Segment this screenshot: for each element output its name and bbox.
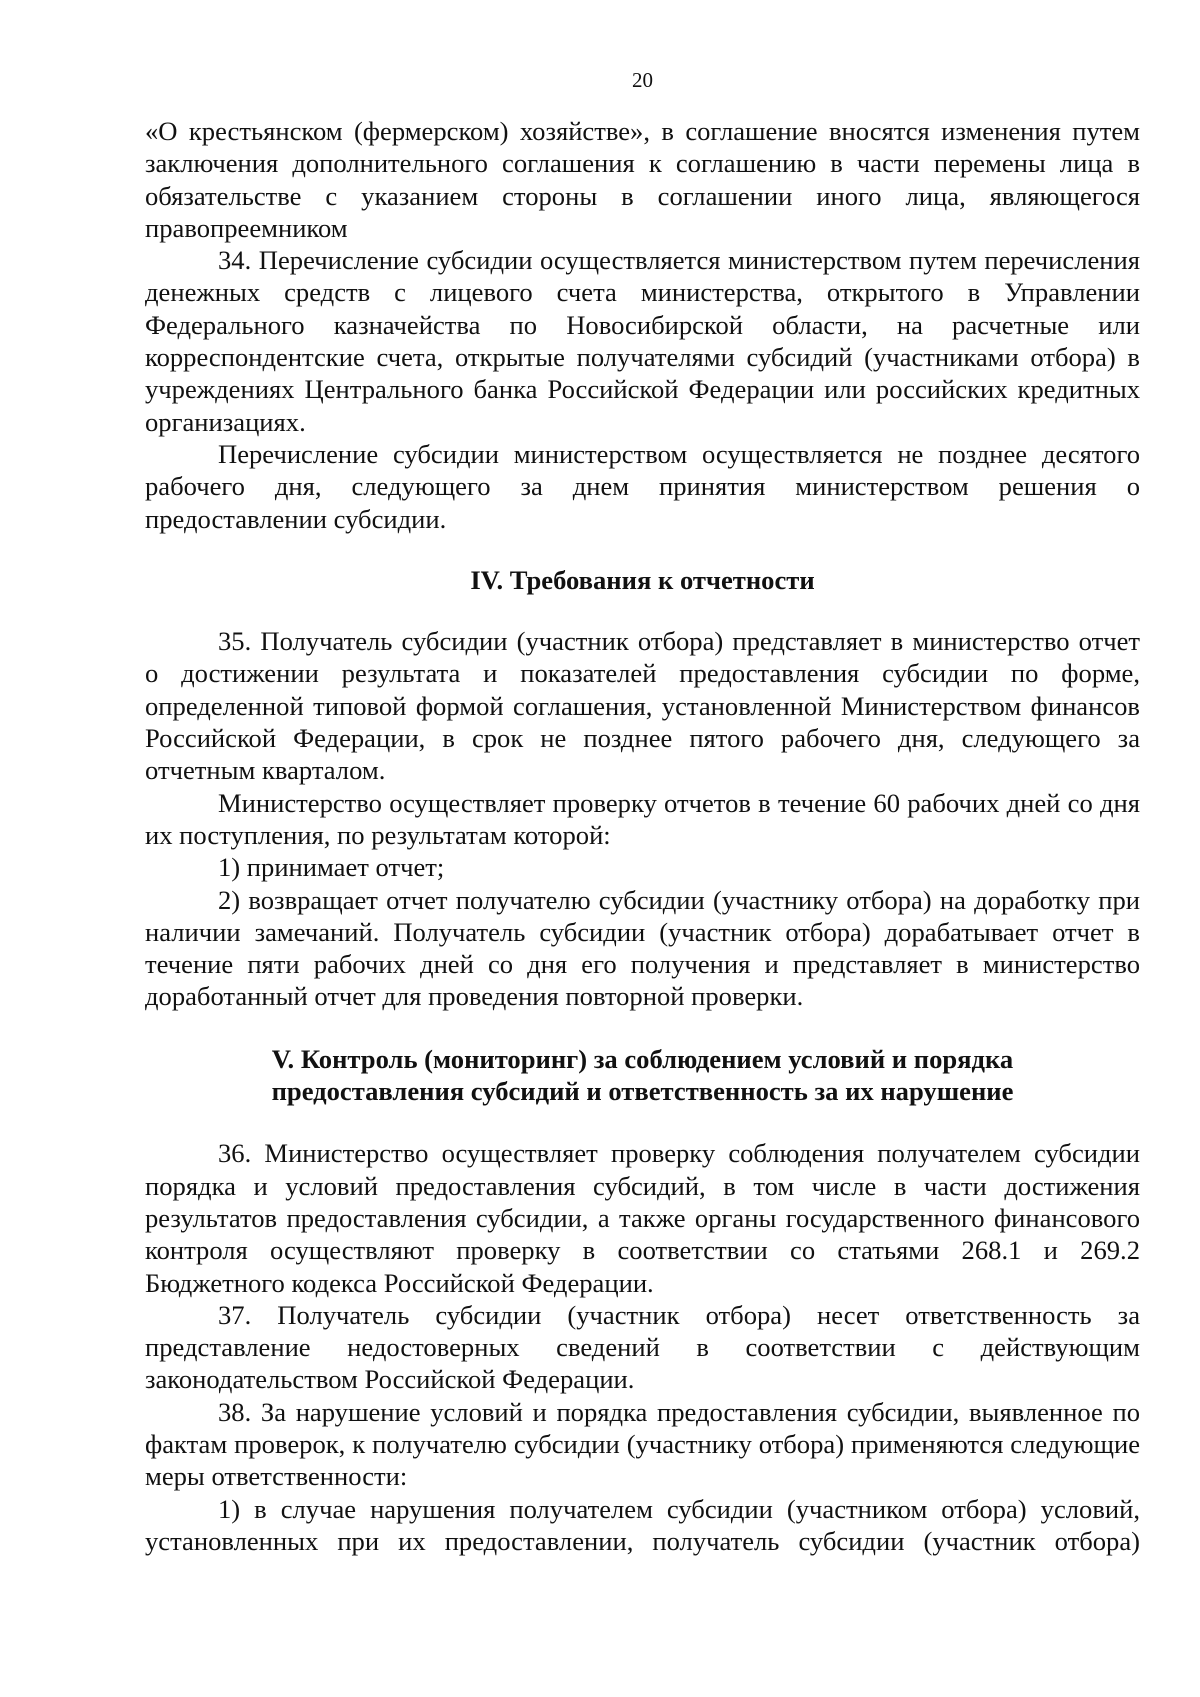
paragraph-35-item-2: 2) возвращает отчет получателю субсидии (участнику отбора) на доработку при наличии замечаний. Получатель субсидии (участник отбора) дорабатывает отчет в течение пяти рабочих дней со дня его получения и представляет в министерство доработанный отчет для проведения повторной проверки. [145, 884, 1140, 1012]
paragraph-35-review: Министерство осуществляет проверку отчетов в течение 60 рабочих дней со дня их поступления, по результатам которой: [145, 787, 1140, 850]
paragraph-36: 36. Министерство осуществляет проверку соблюдения получателем субсидии порядка и условий предоставления субсидий, в том числе в части достижения результатов предоставления субсидии, а также органы государственного финансового контроля осуществляют проверку в соответствии со статьями 268.1 и 269.2 Бюджетного кодекса Российской Федерации. [145, 1138, 1140, 1298]
section-heading-iv: IV. Требования к отчетности [470, 564, 815, 595]
section-heading-v-line2: предоставления субсидий и ответственность за их нарушение [271, 1076, 1014, 1107]
paragraph-37: 37. Получатель субсидии (участник отбора) несет ответственность за представление недостоверных сведений в соответствии с действующим законодательством Российской Федерации. [145, 1299, 1140, 1395]
paragraph-34: 34. Перечисление субсидии осуществляется министерством путем перечисления денежных средств с лицевого счета министерства, открытого в Управлении Федерального казначейства по Новосибирской области, на расчетные или корреспондентские счета, открытые получателями субсидий (участниками отбора) в учреждениях Центрального банка Российской Федерации или российских кредитных организациях. [145, 245, 1140, 437]
paragraph-intro: «О крестьянском (фермерском) хозяйстве», в соглашение вносятся изменения путем заключения дополнительного соглашения к соглашению в части перемены лица в обязательстве с указанием стороны в соглашении иного лица, являющегося правопреемником [145, 116, 1140, 243]
paragraph-35: 35. Получатель субсидии (участник отбора) представляет в министерство отчет о достижении результата и показателей предоставления субсидии по форме, определенной типовой формой соглашения, установленной Министерством финансов Российской Федерации, в срок не позднее пятого рабочего дня, следующего за отчетным кварталом. [145, 626, 1140, 786]
paragraph-38: 38. За нарушение условий и порядка предоставления субсидии, выявленное по фактам проверок, к получателю субсидии (участнику отбора) применяются следующие меры ответственности: [145, 1396, 1140, 1492]
paragraph-38-item-1: 1) в случае нарушения получателем субсидии (участником отбора) условий, установленных при их предоставлении, получатель субсидии (участник отбора) [145, 1493, 1140, 1556]
page-number: 20 [632, 68, 653, 92]
paragraph-35-item-1: 1) принимает отчет; [218, 852, 445, 883]
section-heading-v [145, 1043, 1140, 1108]
paragraph-34-transfer-deadline: Перечисление субсидии министерством осуществляется не позднее десятого рабочего дня, следующего за днем принятия министерством решения о предоставлении субсидии. [145, 438, 1140, 534]
section-heading-v-line1: V. Контроль (мониторинг) за соблюдением условий и порядка [271, 1043, 1014, 1074]
